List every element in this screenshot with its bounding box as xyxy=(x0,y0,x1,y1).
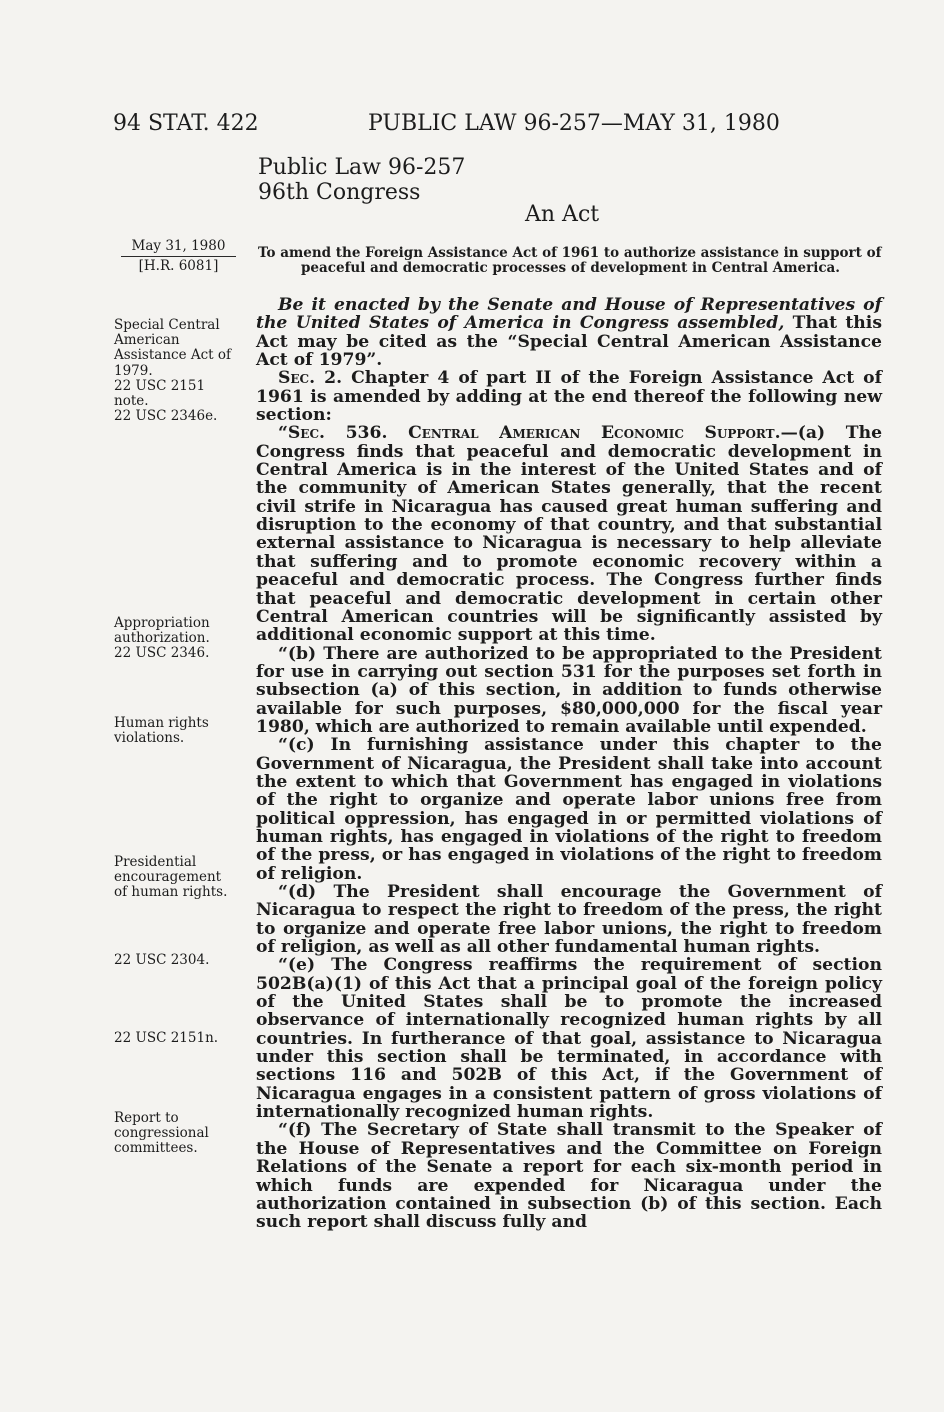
enactment-date: May 31, 1980 xyxy=(121,237,236,257)
margin-note-presidential xyxy=(114,855,244,901)
section-536-e: “(e) The Congress reaffirms the requirement of section 502B(a)(1) of this Act that a principal goal of the foreign policy of the United States shall be to promote the increased observance of internationally recognized human rights by all countries. In furtherance of that goal, assistance to Nicaragua under this section shall be terminated, in accordance with sections 116 and 502B of this Act, if the Government of Nicaragua engages in a consistent pattern of gross violations of internationally recognized human rights. xyxy=(256,955,882,1123)
margin-note-line: Report to xyxy=(114,1110,179,1126)
section-536-a xyxy=(256,424,882,644)
purpose-line-2: peaceful and democratic processes of development in Central America. xyxy=(300,260,841,276)
section-1-text: That this Act may be cited as the “Special Central American Assistance Act of 1979”. xyxy=(256,313,882,371)
section-2-text: Chapter 4 of part II of the Foreign Assistance Act of 1961 is amended by adding at the end thereof the following new section: xyxy=(256,368,883,426)
enactment-date-box xyxy=(121,237,236,275)
margin-note-short-title xyxy=(114,318,244,424)
margin-note-line: Presidential xyxy=(114,854,197,870)
act-purpose xyxy=(258,246,883,276)
section-536-d: “(d) The President shall encourage the Government of Nicaragua to respect the right to freedom of the press, the right to organize and operate free labor unions, the right to freedom of religion, as well as all other fundamental human rights. xyxy=(256,882,882,958)
margin-note-line: of human rights. xyxy=(114,884,228,901)
page-reference: 94 STAT. 422 xyxy=(113,111,259,136)
margin-note-human-rights xyxy=(114,716,244,746)
margin-note-line: Special Central xyxy=(114,317,220,333)
margin-note-line: authorization. xyxy=(114,630,210,647)
section-2 xyxy=(256,369,882,424)
margin-note-line: 22 USC 2346e. xyxy=(114,408,218,425)
section-1 xyxy=(256,296,882,369)
enacting-clause: Be it enacted by the Senate and House of Representatives of the United States of America in Congress assembled, xyxy=(256,295,882,334)
margin-note-usc-2151n: 22 USC 2151n. xyxy=(114,1030,219,1046)
margin-note-line: violations. xyxy=(114,730,185,747)
margin-note-report xyxy=(114,1111,244,1157)
section-536-title: Central American Economic Support. xyxy=(408,423,781,444)
section-536-c: “(c) In furnishing assistance under this chapter to the Government of Nicaragua, the President shall take into account the extent to which that Government has engaged in violations of the right to organize and operate labor unions free from political oppression, has engaged in or permitted violations of human rights, has engaged in violations of the right to freedom of the press, or has engaged in violations of the right to freedom of religion. xyxy=(256,735,882,884)
section-536-f: “(f) The Secretary of State shall transmit to the Speaker of the House of Representatives and the Committee on Foreign Relations of the Senate a report for each six-month period in which funds are expended for Nicaragua under the authorization contained in subsection (b) of this section. Each such report shall discuss fully and xyxy=(256,1120,882,1233)
section-536-label: “Sec. 536. xyxy=(278,423,388,444)
running-title: PUBLIC LAW 96-257—MAY 31, 1980 xyxy=(368,111,780,136)
margin-note-line: note. xyxy=(114,393,149,410)
section-2-label: Sec. 2. xyxy=(278,368,343,389)
margin-note-line: Assistance Act of xyxy=(114,347,232,364)
section-536-a-text: —(a) The Congress finds that peaceful and democratic development in Central America is in the interest of the United States and of the community of American States generally, that the recent civil strife in Nicaragua has caused great human suffering and disruption to the economy of that country, and that substantial external assistance to Nicaragua is necessary to help alleviate that suffering and to promote economic recovery within a peaceful and democratic process. The Congress further finds that peaceful and democratic development in certain other Central American countries will be significantly assisted by additional economic support at this time. xyxy=(256,423,883,646)
margin-note-line: American xyxy=(114,332,180,349)
margin-note-usc-2304: 22 USC 2304. xyxy=(114,952,210,968)
section-536-b: “(b) There are authorized to be appropriated to the President for use in carrying out section 531 for the purposes set forth in subsection (a) of this section, in addition to funds otherwise available for such purposes, $80,000,000 for the fiscal year 1980, which are authorized to remain available until expended. xyxy=(256,643,882,737)
margin-note-appropriation xyxy=(114,616,244,662)
congress-number: 96th Congress xyxy=(258,180,421,205)
margin-note-line: committees. xyxy=(114,1140,198,1157)
bill-number: [H.R. 6081] xyxy=(138,258,219,274)
margin-note-line: congressional xyxy=(114,1125,209,1142)
margin-note-line: 22 USC 2346. xyxy=(114,645,210,662)
purpose-line-1: To amend the Foreign Assistance Act of 1961 to authorize assistance in support of xyxy=(258,245,882,261)
margin-note-line: Human rights xyxy=(114,715,209,731)
margin-note-line: 22 USC 2151 xyxy=(114,377,206,394)
margin-note-line: 1979. xyxy=(114,362,153,379)
act-heading: An Act xyxy=(525,202,600,227)
margin-note-line: Appropriation xyxy=(114,615,210,631)
public-law-number: Public Law 96-257 xyxy=(258,155,466,180)
margin-note-line: encouragement xyxy=(114,869,222,886)
act-body xyxy=(256,296,882,1232)
